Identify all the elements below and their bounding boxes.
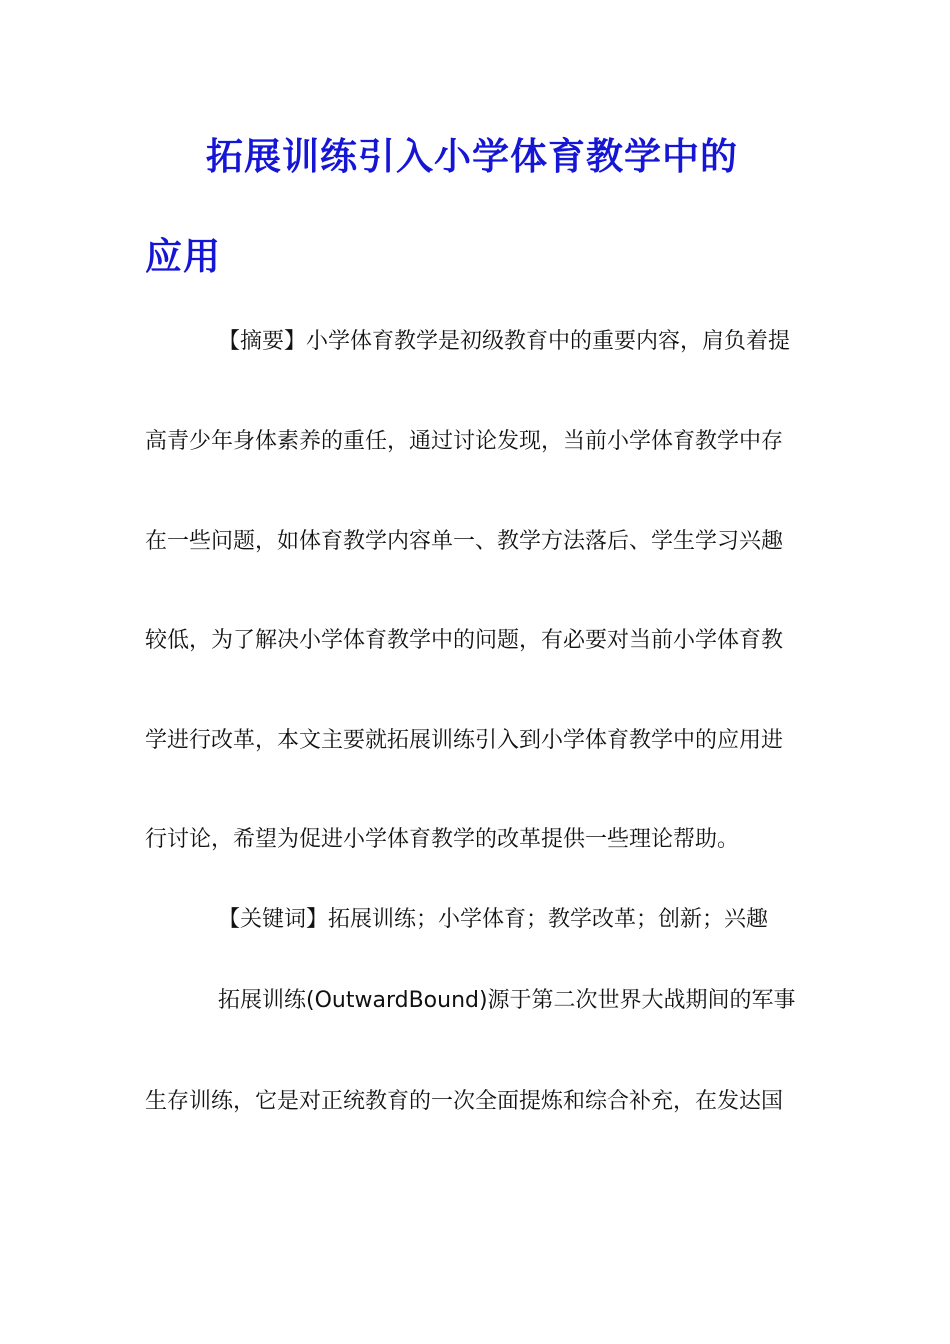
body-paragraph-line-2: 生存训练，它是对正统教育的一次全面提炼和综合补充，在发达国 [145,1089,784,1114]
abstract-line-1: 【摘要】小学体育教学是初级教育中的重要内容，肩负着提 [218,329,791,354]
document-title-line-2: 应用 [145,235,221,278]
abstract-line-6: 行讨论，希望为促进小学体育教学的改革提供一些理论帮助。 [145,827,740,852]
body-paragraph-line-1: 拓展训练(OutwardBound)源于第二次世界大战期间的军事 [218,988,796,1013]
abstract-line-2: 高青少年身体素养的重任，通过讨论发现，当前小学体育教学中存 [145,429,784,454]
keywords-line: 【关键词】拓展训练；小学体育；教学改革；创新；兴趣 [218,907,769,932]
abstract-line-3: 在一些问题，如体育教学内容单一、教学方法落后、学生学习兴趣 [145,529,784,554]
abstract-line-5: 学进行改革，本文主要就拓展训练引入到小学体育教学中的应用进 [145,728,784,753]
document-title-line-1: 拓展训练引入小学体育教学中的 [206,135,738,178]
abstract-line-4: 较低，为了解决小学体育教学中的问题，有必要对当前小学体育教 [145,628,784,653]
